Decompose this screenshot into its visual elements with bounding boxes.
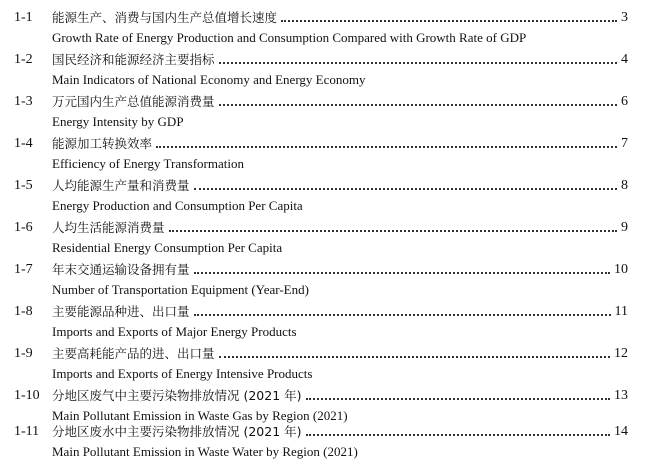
- entry-title-en: Residential Energy Consumption Per Capita: [52, 240, 283, 255]
- entry-title-line: [52, 302, 628, 322]
- entry-title-en: Imports and Exports of Major Energy Products: [52, 324, 297, 339]
- entry-number: 1-7: [14, 262, 33, 277]
- entry-page-number: 8: [621, 178, 628, 193]
- toc-entry[interactable]: [0, 8, 651, 49]
- dot-leader: [194, 272, 610, 274]
- entry-number: 1-2: [14, 52, 33, 67]
- dot-leader: [194, 314, 611, 316]
- dot-leader: [169, 230, 617, 232]
- entry-title-line: [52, 344, 628, 364]
- entry-title-en: Number of Transportation Equipment (Year-End): [52, 282, 309, 297]
- toc-entry[interactable]: [0, 422, 651, 463]
- dot-leader: [219, 62, 617, 64]
- dot-leader: [156, 146, 617, 148]
- entry-title-cn: 能源加工转换效率: [52, 136, 153, 151]
- toc-entry[interactable]: [0, 218, 651, 259]
- toc-entry[interactable]: [0, 176, 651, 217]
- entry-page-number: 9: [621, 220, 628, 235]
- entry-title-en: Main Indicators of National Economy and Energy Economy: [52, 72, 366, 87]
- entry-page-number: 11: [614, 304, 628, 319]
- entry-number: 1-5: [14, 178, 33, 193]
- entry-number: 1-6: [14, 220, 33, 235]
- entry-title-cn: 万元国内生产总值能源消费量: [52, 94, 215, 109]
- entry-title-en: Efficiency of Energy Transformation: [52, 156, 244, 171]
- entry-title-line: [52, 218, 628, 238]
- entry-number: 1-11: [14, 424, 40, 439]
- toc-entry[interactable]: [0, 386, 651, 427]
- entry-page-number: 12: [614, 346, 628, 361]
- entry-title-en: Growth Rate of Energy Production and Consumption Compared with Growth Rate of GDP: [52, 30, 527, 45]
- entry-page-number: 4: [621, 52, 628, 67]
- toc-entry[interactable]: [0, 134, 651, 175]
- dot-leader: [306, 434, 610, 436]
- entry-title-cn: 年末交通运输设备拥有量: [52, 262, 190, 277]
- entry-title-line: [52, 260, 628, 280]
- dot-leader: [219, 104, 617, 106]
- dot-leader: [194, 188, 617, 190]
- dot-leader: [219, 356, 610, 358]
- entry-number: 1-10: [14, 388, 40, 403]
- entry-title-cn: 人均能源生产量和消费量: [52, 178, 190, 193]
- entry-page-number: 10: [614, 262, 628, 277]
- toc-entry[interactable]: [0, 50, 651, 91]
- entry-title-en: Imports and Exports of Energy Intensive Products: [52, 366, 313, 381]
- entry-page-number: 13: [614, 388, 628, 403]
- toc-entry[interactable]: [0, 92, 651, 133]
- entry-page-number: 14: [614, 424, 628, 439]
- entry-title-cn: 分地区废水中主要污染物排放情况 (2021 年): [52, 424, 302, 439]
- entry-title-cn: 国民经济和能源经济主要指标: [52, 52, 215, 67]
- entry-title-cn: 能源生产、消费与国内生产总值增长速度: [52, 10, 278, 25]
- entry-number: 1-9: [14, 346, 33, 361]
- entry-title-line: [52, 134, 628, 154]
- entry-number: 1-8: [14, 304, 33, 319]
- toc-entry[interactable]: [0, 260, 651, 301]
- entry-title-line: [52, 92, 628, 112]
- entry-title-cn: 主要能源品种进、出口量: [52, 304, 190, 319]
- entry-number: 1-4: [14, 136, 33, 151]
- entry-title-line: [52, 8, 628, 28]
- entry-title-line: [52, 422, 628, 442]
- entry-title-cn: 人均生活能源消费量: [52, 220, 165, 235]
- entry-page-number: 7: [621, 136, 628, 151]
- entry-title-en: Energy Production and Consumption Per Capita: [52, 198, 303, 213]
- dot-leader: [281, 20, 617, 22]
- entry-title-en: Main Pollutant Emission in Waste Water by Region (2021): [52, 444, 358, 459]
- entry-title-line: [52, 50, 628, 70]
- toc-entry[interactable]: [0, 302, 651, 343]
- toc-entry[interactable]: [0, 344, 651, 385]
- entry-number: 1-3: [14, 94, 33, 109]
- entry-title-en: Energy Intensity by GDP: [52, 114, 184, 129]
- entry-title-line: [52, 176, 628, 196]
- entry-title-cn: 分地区废气中主要污染物排放情况 (2021 年): [52, 388, 302, 403]
- entry-title-en: Main Pollutant Emission in Waste Gas by Region (2021): [52, 408, 348, 423]
- entry-title-cn: 主要高耗能产品的进、出口量: [52, 346, 215, 361]
- entry-page-number: 3: [621, 10, 628, 25]
- entry-page-number: 6: [621, 94, 628, 109]
- entry-number: 1-1: [14, 10, 33, 25]
- dot-leader: [306, 398, 610, 400]
- entry-title-line: [52, 386, 628, 406]
